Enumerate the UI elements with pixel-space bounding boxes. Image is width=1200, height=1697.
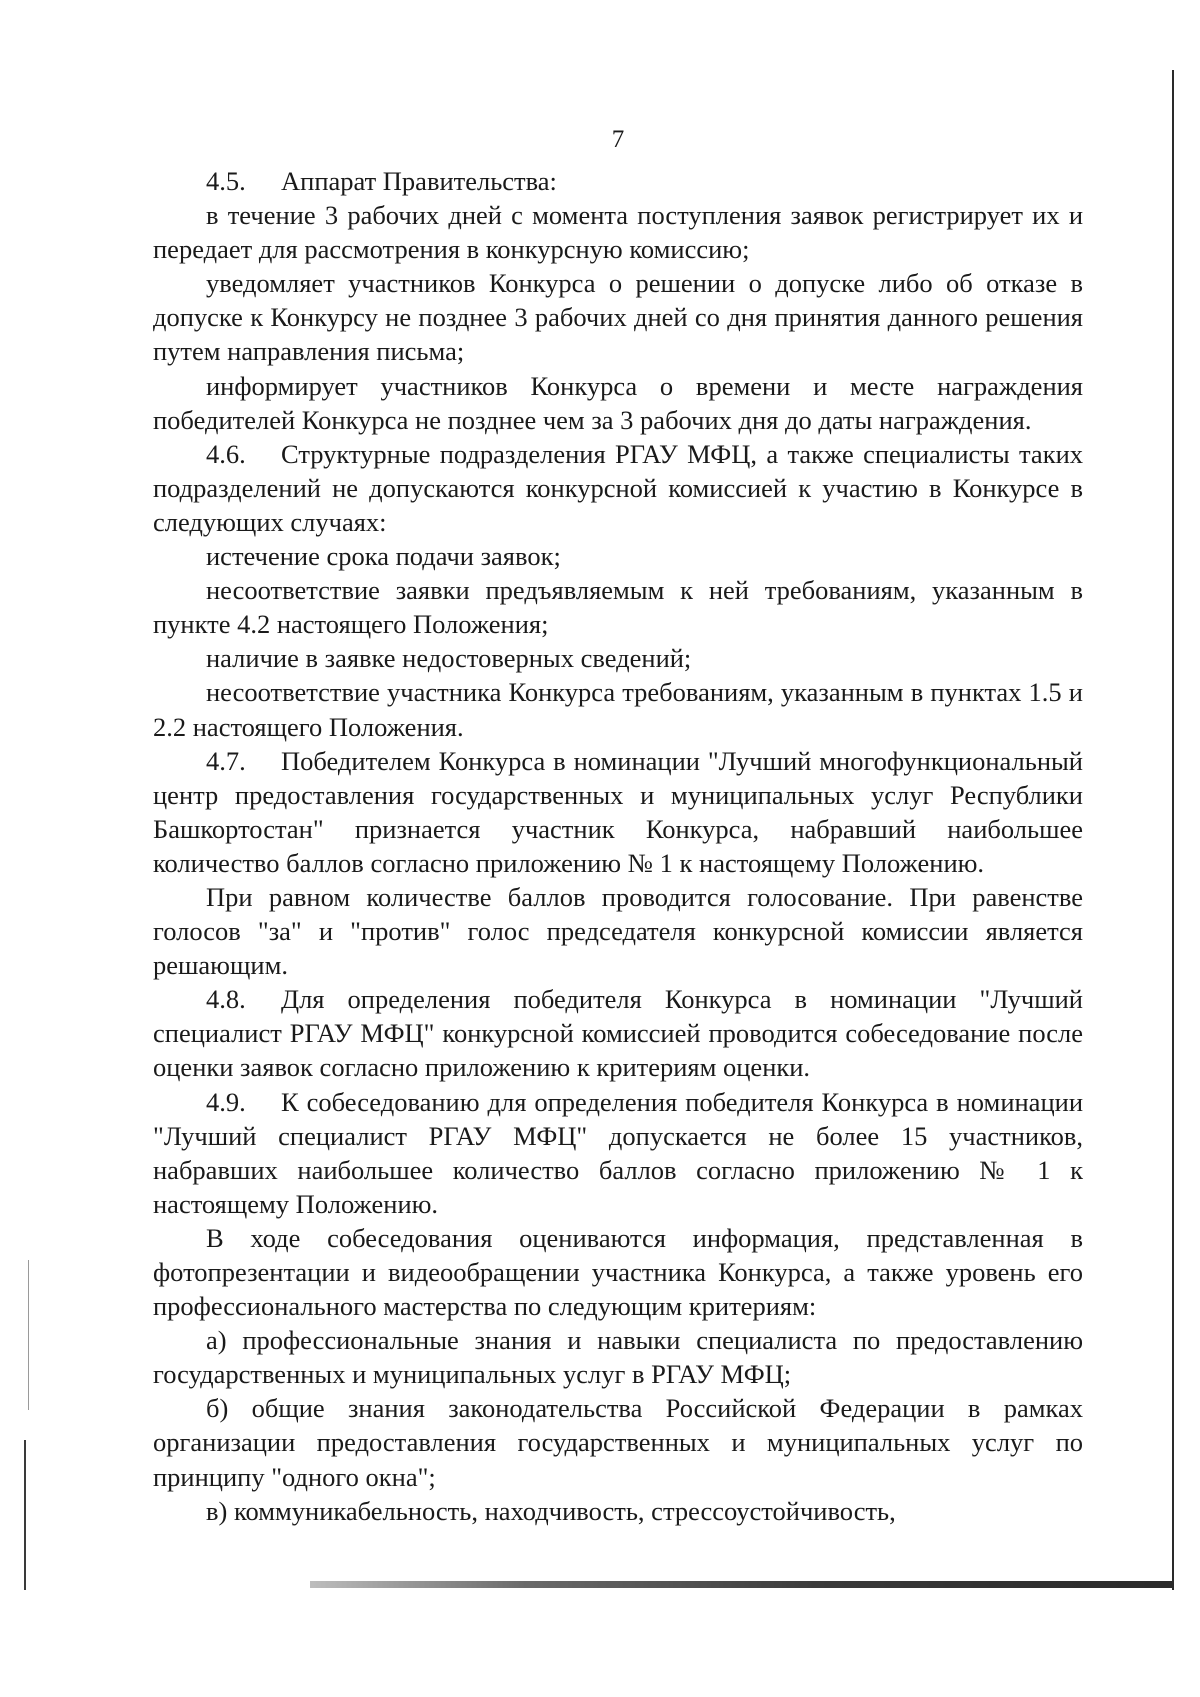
document-body (153, 164, 1083, 1528)
paragraph-text: уведомляет участников Конкурса о решении о допуске либо об отказе в допуске к Конкурсу не позднее 3 рабочих дней со дня принятия данного решения путем направления письма; (153, 268, 1083, 367)
scan-edge-line (24, 1440, 26, 1590)
paragraph-number: 4.6. (206, 438, 246, 469)
paragraph-number: 4.5. (206, 166, 246, 196)
paragraph-text: несоответствие участника Конкурса требованиям, указанным в пунктах 1.5 и 2.2 настоящего Положения. (153, 677, 1083, 742)
paragraph (153, 573, 1083, 641)
paragraph (153, 982, 1083, 1084)
paragraph (153, 369, 1083, 437)
paragraph (153, 880, 1083, 982)
paragraph-text: Победителем Конкурса в номинации "Лучший многофункциональный центр предоставления государственных и муниципальных услуг Республики Башкортостан" признается участник Конкурса, набравший наибольшее количество баллов согласно приложению № 1 к настоящему Положению. (153, 745, 1083, 878)
paragraph (153, 744, 1083, 880)
paragraph-number: 4.9. (206, 1086, 246, 1117)
paragraph-text: Аппарат Правительства: (281, 166, 557, 196)
paragraph-text: К собеседованию для определения победителя Конкурса в номинации "Лучший специалист РГАУ МФЦ" допускается не более 15 участников, набравших наибольшее количество баллов согласно приложению № 1 к настоящему Положению. (153, 1086, 1083, 1219)
paragraph (153, 1494, 1083, 1528)
page-number: 7 (611, 126, 625, 153)
scan-edge-line (28, 1260, 29, 1410)
paragraph (153, 1391, 1083, 1493)
paragraph (153, 1323, 1083, 1391)
paragraph-text: наличие в заявке недостоверных сведений; (206, 643, 692, 674)
paragraph (153, 641, 1083, 675)
scan-bottom-shadow (310, 1581, 1174, 1588)
paragraph-text: При равном количестве баллов проводится голосование. При равенстве голосов "за" и "против" голос председателя конкурсной комиссии является решающим. (153, 881, 1083, 981)
paragraph-text: в течение 3 рабочих дней с момента поступления заявок регистрирует их и передает для рассмотрения в конкурсную комиссию; (153, 200, 1083, 265)
paragraph-text: Для определения победителя Конкурса в номинации "Лучший специалист РГАУ МФЦ" конкурсной комиссией проводится собеседование после оценки заявок согласно приложению к критериям оценки. (153, 984, 1083, 1083)
paragraph-text: информирует участников Конкурса о времени и месте награждения победителей Конкурса не позднее чем за 3 рабочих дня до даты награждения. (153, 370, 1083, 435)
paragraph-text: несоответствие заявки предъявляемым к ней требованиям, указанным в пункте 4.2 настоящего Положения; (153, 575, 1083, 640)
paragraph (153, 437, 1083, 539)
paragraph-number: 4.7. (206, 745, 246, 776)
paragraph (153, 675, 1083, 743)
paragraph-text: б) общие знания законодательства Российской Федерации в рамках организации предоставления государственных и муниципальных услуг по принципу "одного окна"; (153, 1393, 1083, 1492)
paragraph-text: в) коммуникабельность, находчивость, стрессоустойчивость, (206, 1495, 896, 1526)
paragraph-text: В ходе собеседования оцениваются информация, представленная в фотопрезентации и видеообращении участника Конкурса, а также уровень его профессионального мастерства по следующим критериям: (153, 1222, 1083, 1322)
paragraph (153, 266, 1083, 368)
paragraph-text: истечение срока подачи заявок; (206, 541, 561, 572)
paragraph (153, 1221, 1083, 1323)
paragraph (153, 164, 1083, 198)
paragraph-number: 4.8. (206, 984, 246, 1015)
paragraph-text: Структурные подразделения РГАУ МФЦ, а также специалисты таких подразделений не допускаются конкурсной комиссией к участию в Конкурсе в следующих случаях: (153, 438, 1083, 537)
paragraph (153, 1085, 1083, 1221)
scan-edge-line (1172, 70, 1174, 1590)
paragraph (153, 539, 1083, 573)
paragraph-text: а) профессиональные знания и навыки специалиста по предоставлению государственных и муниципальных услуг в РГАУ МФЦ; (153, 1325, 1083, 1390)
paragraph (153, 198, 1083, 266)
